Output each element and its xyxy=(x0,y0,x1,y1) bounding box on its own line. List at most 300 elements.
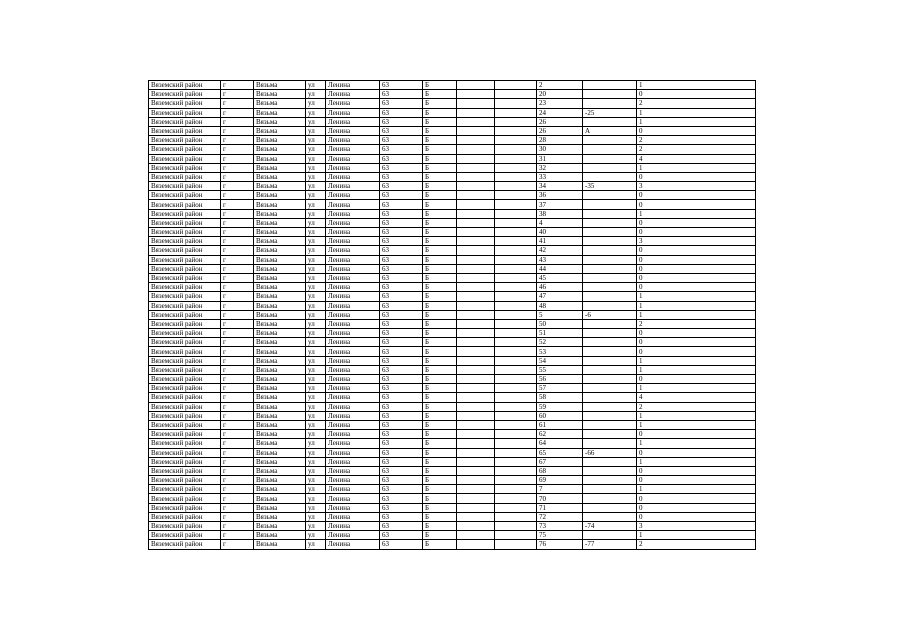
cell-count: 0 xyxy=(637,503,756,512)
cell-street-type: ул xyxy=(306,163,326,172)
table-row xyxy=(149,246,756,255)
cell-house: 63 xyxy=(380,531,423,540)
cell-district: Вяземский район xyxy=(149,81,221,90)
cell-col-9 xyxy=(495,402,537,411)
cell-building: Б xyxy=(423,347,457,356)
table-row xyxy=(149,411,756,420)
cell-col-8 xyxy=(457,81,495,90)
cell-district: Вяземский район xyxy=(149,439,221,448)
cell-street: Ленина xyxy=(326,172,380,181)
cell-district: Вяземский район xyxy=(149,319,221,328)
cell-building: Б xyxy=(423,512,457,521)
cell-building: Б xyxy=(423,531,457,540)
cell-locality: Вязьма xyxy=(254,384,306,393)
cell-locality: Вязьма xyxy=(254,218,306,227)
cell-district: Вяземский район xyxy=(149,540,221,549)
cell-building: Б xyxy=(423,338,457,347)
cell-street: Ленина xyxy=(326,301,380,310)
cell-locality: Вязьма xyxy=(254,154,306,163)
cell-district: Вяземский район xyxy=(149,393,221,402)
cell-locality-type: г xyxy=(221,301,254,310)
cell-apartment-range xyxy=(583,347,637,356)
cell-apartment-range xyxy=(583,301,637,310)
cell-locality-type: г xyxy=(221,264,254,273)
cell-street-type: ул xyxy=(306,310,326,319)
cell-apartment: 69 xyxy=(537,476,583,485)
cell-locality: Вязьма xyxy=(254,430,306,439)
cell-locality: Вязьма xyxy=(254,365,306,374)
cell-locality: Вязьма xyxy=(254,411,306,420)
cell-col-8 xyxy=(457,117,495,126)
cell-count: 4 xyxy=(637,393,756,402)
cell-locality-type: г xyxy=(221,283,254,292)
cell-apartment: 44 xyxy=(537,264,583,273)
cell-locality: Вязьма xyxy=(254,81,306,90)
cell-district: Вяземский район xyxy=(149,136,221,145)
cell-col-8 xyxy=(457,430,495,439)
cell-street: Ленина xyxy=(326,154,380,163)
cell-house: 63 xyxy=(380,90,423,99)
cell-locality-type: г xyxy=(221,466,254,475)
cell-col-8 xyxy=(457,494,495,503)
cell-house: 63 xyxy=(380,126,423,135)
table-row xyxy=(149,292,756,301)
cell-street-type: ул xyxy=(306,365,326,374)
cell-apartment-range xyxy=(583,531,637,540)
cell-count: 0 xyxy=(637,430,756,439)
table-row xyxy=(149,191,756,200)
cell-house: 63 xyxy=(380,430,423,439)
table-row xyxy=(149,347,756,356)
table-row xyxy=(149,420,756,429)
cell-apartment-range xyxy=(583,402,637,411)
cell-building: Б xyxy=(423,356,457,365)
cell-house: 63 xyxy=(380,264,423,273)
cell-house: 63 xyxy=(380,448,423,457)
cell-col-8 xyxy=(457,292,495,301)
cell-street-type: ул xyxy=(306,108,326,117)
cell-street-type: ул xyxy=(306,99,326,108)
cell-street-type: ул xyxy=(306,191,326,200)
cell-apartment-range xyxy=(583,503,637,512)
cell-street: Ленина xyxy=(326,136,380,145)
cell-street: Ленина xyxy=(326,466,380,475)
cell-locality-type: г xyxy=(221,136,254,145)
cell-street-type: ул xyxy=(306,448,326,457)
cell-col-8 xyxy=(457,200,495,209)
cell-district: Вяземский район xyxy=(149,209,221,218)
cell-apartment-range: -66 xyxy=(583,448,637,457)
cell-locality-type: г xyxy=(221,237,254,246)
cell-col-8 xyxy=(457,191,495,200)
cell-street: Ленина xyxy=(326,347,380,356)
cell-building: Б xyxy=(423,108,457,117)
cell-building: Б xyxy=(423,540,457,549)
table-row xyxy=(149,126,756,135)
cell-col-8 xyxy=(457,457,495,466)
cell-col-9 xyxy=(495,99,537,108)
cell-building: Б xyxy=(423,365,457,374)
cell-count: 0 xyxy=(637,283,756,292)
cell-house: 63 xyxy=(380,99,423,108)
table-row xyxy=(149,310,756,319)
cell-col-9 xyxy=(495,531,537,540)
cell-col-8 xyxy=(457,356,495,365)
cell-locality: Вязьма xyxy=(254,540,306,549)
cell-building: Б xyxy=(423,485,457,494)
cell-apartment-range: -25 xyxy=(583,108,637,117)
cell-col-8 xyxy=(457,439,495,448)
cell-street-type: ул xyxy=(306,283,326,292)
cell-street: Ленина xyxy=(326,246,380,255)
cell-locality-type: г xyxy=(221,485,254,494)
cell-street: Ленина xyxy=(326,126,380,135)
cell-apartment-range xyxy=(583,292,637,301)
cell-house: 63 xyxy=(380,273,423,282)
cell-house: 63 xyxy=(380,512,423,521)
cell-house: 63 xyxy=(380,485,423,494)
cell-house: 63 xyxy=(380,457,423,466)
cell-street-type: ул xyxy=(306,512,326,521)
cell-apartment-range xyxy=(583,255,637,264)
cell-col-9 xyxy=(495,81,537,90)
cell-apartment: 26 xyxy=(537,126,583,135)
cell-locality-type: г xyxy=(221,182,254,191)
cell-count: 0 xyxy=(637,228,756,237)
cell-street-type: ул xyxy=(306,172,326,181)
cell-locality-type: г xyxy=(221,439,254,448)
cell-street: Ленина xyxy=(326,191,380,200)
cell-district: Вяземский район xyxy=(149,411,221,420)
cell-street: Ленина xyxy=(326,273,380,282)
cell-apartment-range xyxy=(583,494,637,503)
cell-district: Вяземский район xyxy=(149,485,221,494)
cell-district: Вяземский район xyxy=(149,448,221,457)
cell-building: Б xyxy=(423,273,457,282)
cell-house: 63 xyxy=(380,540,423,549)
table-row xyxy=(149,301,756,310)
cell-street: Ленина xyxy=(326,512,380,521)
cell-building: Б xyxy=(423,163,457,172)
cell-apartment-range: -6 xyxy=(583,310,637,319)
cell-col-8 xyxy=(457,420,495,429)
cell-locality: Вязьма xyxy=(254,329,306,338)
cell-apartment-range xyxy=(583,430,637,439)
cell-col-8 xyxy=(457,384,495,393)
cell-building: Б xyxy=(423,494,457,503)
cell-locality-type: г xyxy=(221,375,254,384)
cell-locality-type: г xyxy=(221,512,254,521)
cell-col-8 xyxy=(457,347,495,356)
table-row xyxy=(149,466,756,475)
cell-locality-type: г xyxy=(221,246,254,255)
cell-locality: Вязьма xyxy=(254,402,306,411)
cell-building: Б xyxy=(423,237,457,246)
cell-district: Вяземский район xyxy=(149,329,221,338)
cell-locality: Вязьма xyxy=(254,301,306,310)
cell-street: Ленина xyxy=(326,90,380,99)
table-row xyxy=(149,356,756,365)
cell-apartment-range xyxy=(583,466,637,475)
cell-col-9 xyxy=(495,117,537,126)
cell-building: Б xyxy=(423,255,457,264)
cell-house: 63 xyxy=(380,228,423,237)
cell-street: Ленина xyxy=(326,430,380,439)
cell-locality-type: г xyxy=(221,365,254,374)
cell-count: 1 xyxy=(637,365,756,374)
cell-locality-type: г xyxy=(221,420,254,429)
cell-locality: Вязьма xyxy=(254,457,306,466)
cell-col-9 xyxy=(495,218,537,227)
cell-house: 63 xyxy=(380,310,423,319)
cell-house: 63 xyxy=(380,503,423,512)
cell-street-type: ул xyxy=(306,485,326,494)
cell-street: Ленина xyxy=(326,81,380,90)
cell-col-9 xyxy=(495,457,537,466)
cell-locality-type: г xyxy=(221,228,254,237)
cell-locality: Вязьма xyxy=(254,448,306,457)
cell-street: Ленина xyxy=(326,310,380,319)
cell-district: Вяземский район xyxy=(149,494,221,503)
cell-building: Б xyxy=(423,384,457,393)
cell-street-type: ул xyxy=(306,117,326,126)
table-row xyxy=(149,163,756,172)
cell-col-9 xyxy=(495,439,537,448)
cell-count: 1 xyxy=(637,163,756,172)
cell-apartment: 31 xyxy=(537,154,583,163)
cell-building: Б xyxy=(423,209,457,218)
cell-count: 0 xyxy=(637,494,756,503)
table-row xyxy=(149,136,756,145)
cell-house: 63 xyxy=(380,365,423,374)
cell-count: 1 xyxy=(637,411,756,420)
cell-locality: Вязьма xyxy=(254,117,306,126)
document-page xyxy=(148,80,755,550)
cell-col-9 xyxy=(495,375,537,384)
cell-col-9 xyxy=(495,540,537,549)
cell-street: Ленина xyxy=(326,494,380,503)
cell-street-type: ул xyxy=(306,126,326,135)
cell-house: 63 xyxy=(380,494,423,503)
cell-building: Б xyxy=(423,310,457,319)
cell-apartment-range xyxy=(583,485,637,494)
cell-apartment: 36 xyxy=(537,191,583,200)
cell-apartment-range xyxy=(583,228,637,237)
cell-count: 1 xyxy=(637,420,756,429)
cell-col-8 xyxy=(457,512,495,521)
cell-locality: Вязьма xyxy=(254,375,306,384)
cell-district: Вяземский район xyxy=(149,375,221,384)
cell-locality: Вязьма xyxy=(254,108,306,117)
cell-district: Вяземский район xyxy=(149,531,221,540)
cell-street-type: ул xyxy=(306,246,326,255)
cell-building: Б xyxy=(423,200,457,209)
table-row xyxy=(149,402,756,411)
table-row xyxy=(149,393,756,402)
cell-street: Ленина xyxy=(326,540,380,549)
cell-house: 63 xyxy=(380,356,423,365)
cell-apartment: 37 xyxy=(537,200,583,209)
cell-locality-type: г xyxy=(221,145,254,154)
table-body xyxy=(149,81,756,550)
cell-street-type: ул xyxy=(306,347,326,356)
table-row xyxy=(149,228,756,237)
cell-apartment: 76 xyxy=(537,540,583,549)
cell-locality-type: г xyxy=(221,329,254,338)
cell-street-type: ул xyxy=(306,90,326,99)
cell-apartment-range xyxy=(583,163,637,172)
table-row xyxy=(149,81,756,90)
cell-house: 63 xyxy=(380,347,423,356)
cell-locality-type: г xyxy=(221,292,254,301)
cell-building: Б xyxy=(423,191,457,200)
table-row xyxy=(149,439,756,448)
cell-apartment: 45 xyxy=(537,273,583,282)
cell-street: Ленина xyxy=(326,338,380,347)
cell-house: 63 xyxy=(380,200,423,209)
cell-count: 2 xyxy=(637,319,756,328)
cell-col-8 xyxy=(457,531,495,540)
table-row xyxy=(149,172,756,181)
cell-col-8 xyxy=(457,246,495,255)
cell-locality: Вязьма xyxy=(254,172,306,181)
cell-building: Б xyxy=(423,301,457,310)
cell-building: Б xyxy=(423,329,457,338)
cell-street-type: ул xyxy=(306,531,326,540)
cell-col-8 xyxy=(457,393,495,402)
cell-building: Б xyxy=(423,264,457,273)
cell-street: Ленина xyxy=(326,209,380,218)
cell-count: 1 xyxy=(637,310,756,319)
table-row xyxy=(149,182,756,191)
cell-house: 63 xyxy=(380,237,423,246)
cell-col-8 xyxy=(457,99,495,108)
cell-house: 63 xyxy=(380,172,423,181)
cell-count: 0 xyxy=(637,448,756,457)
cell-apartment: 5 xyxy=(537,310,583,319)
cell-apartment-range xyxy=(583,476,637,485)
cell-locality: Вязьма xyxy=(254,310,306,319)
cell-locality: Вязьма xyxy=(254,99,306,108)
cell-locality-type: г xyxy=(221,503,254,512)
cell-street-type: ул xyxy=(306,356,326,365)
cell-street: Ленина xyxy=(326,522,380,531)
cell-street-type: ул xyxy=(306,522,326,531)
cell-count: 2 xyxy=(637,99,756,108)
cell-locality-type: г xyxy=(221,108,254,117)
cell-house: 63 xyxy=(380,402,423,411)
cell-locality: Вязьма xyxy=(254,476,306,485)
cell-apartment-range xyxy=(583,273,637,282)
cell-count: 0 xyxy=(637,126,756,135)
cell-apartment-range xyxy=(583,136,637,145)
cell-house: 63 xyxy=(380,411,423,420)
cell-locality: Вязьма xyxy=(254,512,306,521)
cell-count: 0 xyxy=(637,255,756,264)
cell-apartment-range xyxy=(583,172,637,181)
cell-col-9 xyxy=(495,172,537,181)
cell-col-9 xyxy=(495,108,537,117)
cell-apartment: 38 xyxy=(537,209,583,218)
cell-col-8 xyxy=(457,136,495,145)
cell-apartment: 62 xyxy=(537,430,583,439)
cell-street-type: ул xyxy=(306,319,326,328)
cell-col-8 xyxy=(457,237,495,246)
cell-district: Вяземский район xyxy=(149,384,221,393)
cell-street: Ленина xyxy=(326,163,380,172)
cell-locality-type: г xyxy=(221,476,254,485)
cell-locality: Вязьма xyxy=(254,292,306,301)
cell-apartment-range xyxy=(583,319,637,328)
cell-street: Ленина xyxy=(326,218,380,227)
cell-col-9 xyxy=(495,310,537,319)
cell-locality-type: г xyxy=(221,356,254,365)
cell-district: Вяземский район xyxy=(149,228,221,237)
cell-house: 63 xyxy=(380,522,423,531)
cell-locality: Вязьма xyxy=(254,90,306,99)
cell-apartment: 42 xyxy=(537,246,583,255)
cell-count: 0 xyxy=(637,375,756,384)
cell-district: Вяземский район xyxy=(149,163,221,172)
table-row xyxy=(149,457,756,466)
cell-locality-type: г xyxy=(221,338,254,347)
cell-street: Ленина xyxy=(326,393,380,402)
cell-col-9 xyxy=(495,154,537,163)
cell-house: 63 xyxy=(380,384,423,393)
table-row xyxy=(149,512,756,521)
cell-col-9 xyxy=(495,145,537,154)
cell-apartment-range xyxy=(583,356,637,365)
table-row xyxy=(149,338,756,347)
cell-col-8 xyxy=(457,228,495,237)
cell-house: 63 xyxy=(380,81,423,90)
cell-locality: Вязьма xyxy=(254,264,306,273)
cell-locality: Вязьма xyxy=(254,145,306,154)
cell-col-8 xyxy=(457,485,495,494)
cell-col-9 xyxy=(495,182,537,191)
table-row xyxy=(149,485,756,494)
cell-col-9 xyxy=(495,430,537,439)
cell-street-type: ул xyxy=(306,200,326,209)
cell-apartment: 59 xyxy=(537,402,583,411)
cell-street-type: ул xyxy=(306,228,326,237)
cell-house: 63 xyxy=(380,420,423,429)
cell-street-type: ул xyxy=(306,292,326,301)
cell-locality: Вязьма xyxy=(254,246,306,255)
cell-building: Б xyxy=(423,182,457,191)
cell-col-8 xyxy=(457,365,495,374)
cell-apartment: 32 xyxy=(537,163,583,172)
cell-street: Ленина xyxy=(326,264,380,273)
cell-col-9 xyxy=(495,503,537,512)
cell-col-9 xyxy=(495,338,537,347)
cell-street: Ленина xyxy=(326,99,380,108)
cell-locality-type: г xyxy=(221,457,254,466)
cell-col-8 xyxy=(457,172,495,181)
cell-col-8 xyxy=(457,338,495,347)
cell-count: 0 xyxy=(637,90,756,99)
table-row xyxy=(149,108,756,117)
cell-district: Вяземский район xyxy=(149,522,221,531)
cell-locality: Вязьма xyxy=(254,439,306,448)
cell-col-8 xyxy=(457,310,495,319)
cell-col-9 xyxy=(495,411,537,420)
cell-count: 2 xyxy=(637,145,756,154)
cell-apartment: 51 xyxy=(537,329,583,338)
cell-col-9 xyxy=(495,255,537,264)
cell-house: 63 xyxy=(380,283,423,292)
cell-street: Ленина xyxy=(326,108,380,117)
